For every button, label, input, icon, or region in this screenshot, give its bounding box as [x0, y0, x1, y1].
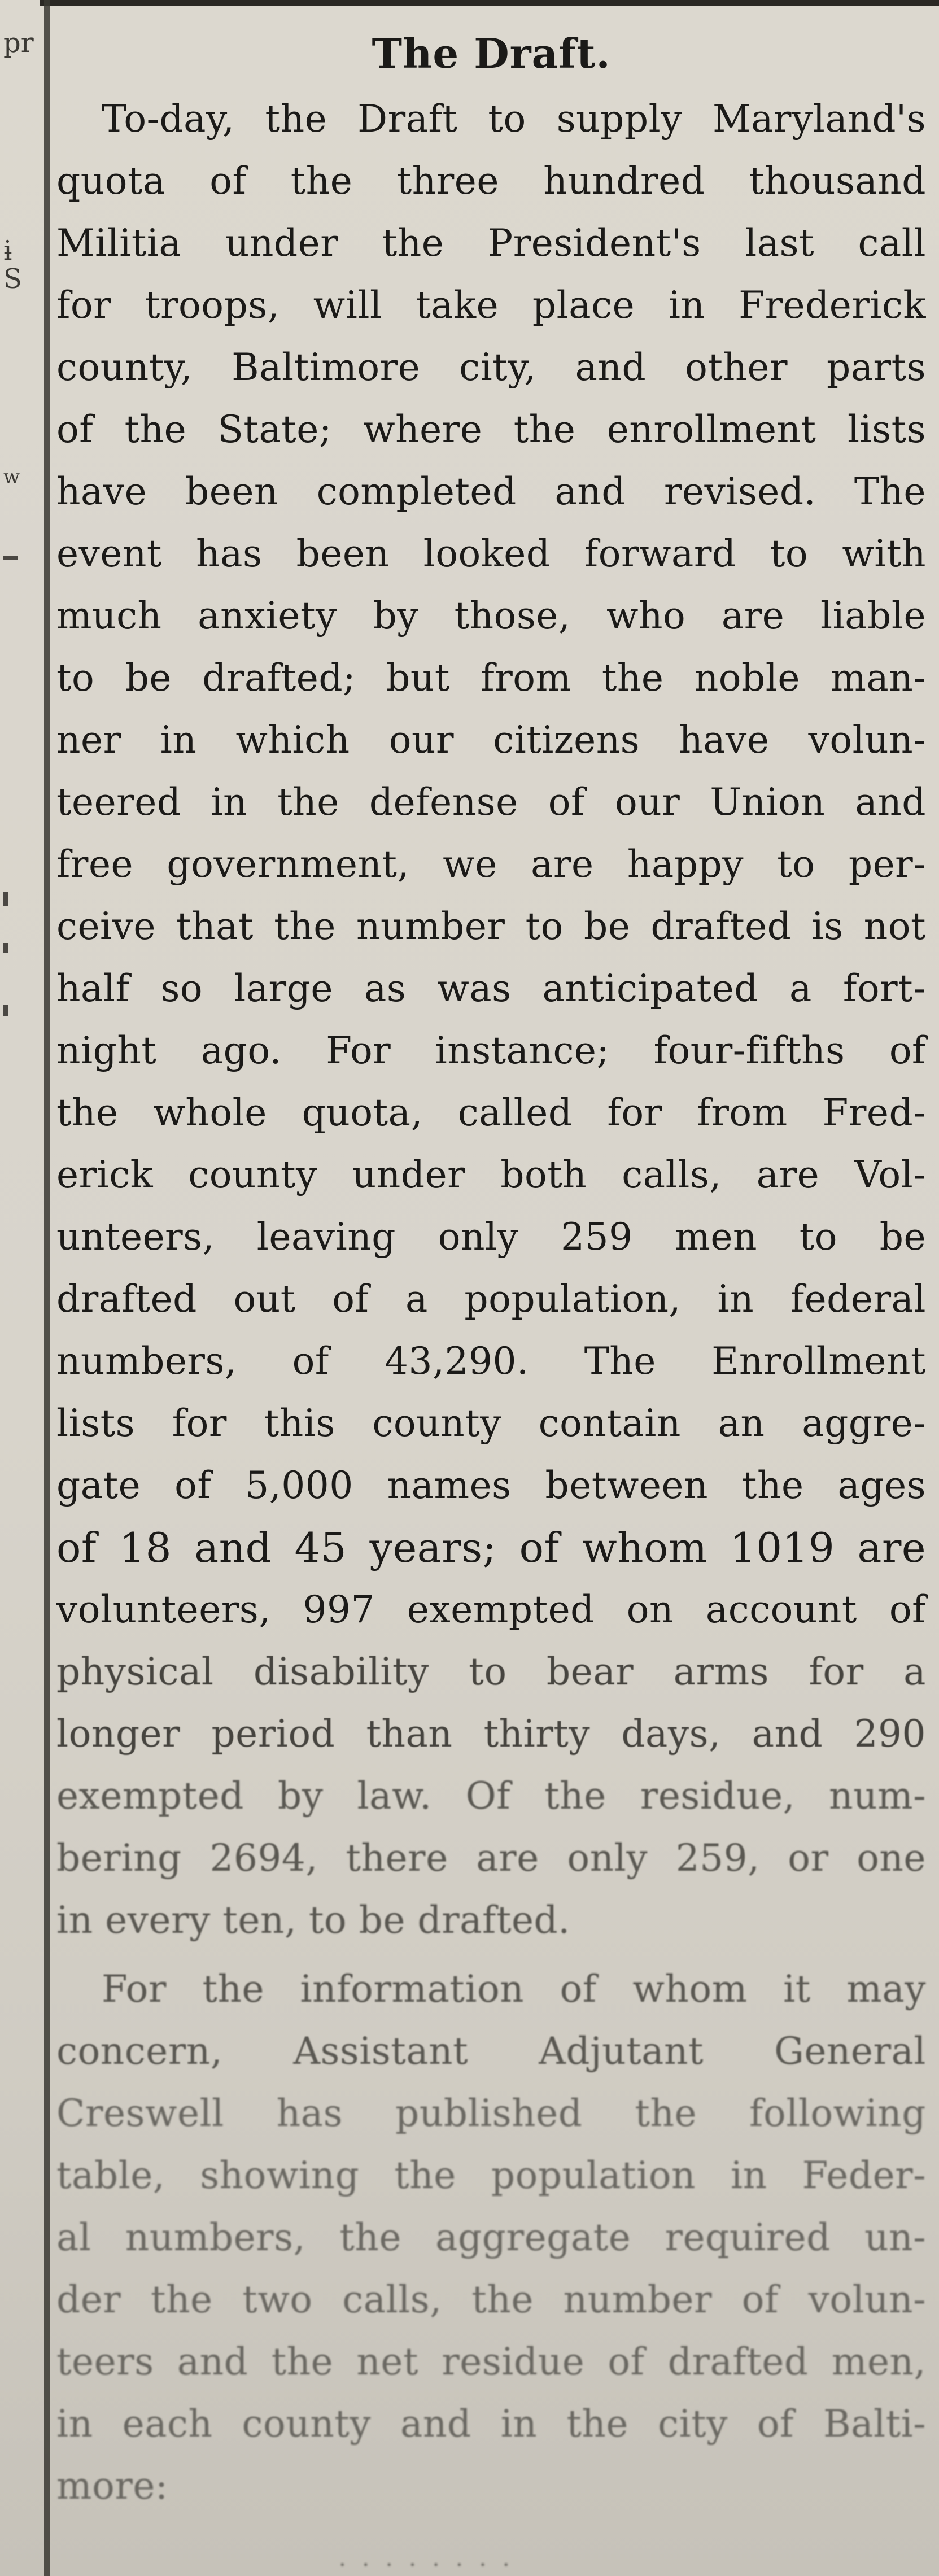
text-line: free government, we are happy to per-	[56, 842, 926, 886]
text-line: have been completed and revised. The	[56, 470, 926, 513]
text-line: in each county and in the city of Balti-	[56, 2402, 926, 2446]
text-line: half so large as was anticipated a fort-	[56, 967, 926, 1010]
margin-mark	[3, 892, 8, 906]
text-line: teered in the defense of our Union and	[56, 780, 926, 824]
text-line: county, Baltimore city, and other parts	[56, 346, 926, 389]
text-line: bering 2694, there are only 259, or one	[56, 1836, 926, 1880]
text-line: lists for this county contain an aggre-	[56, 1401, 926, 1445]
paragraph-2	[56, 1958, 926, 2517]
article-title: The Draft.	[372, 29, 611, 77]
text-line: concern, Assistant Adjutant General	[56, 2029, 926, 2073]
text-line: volunteers, 997 exempted on account of	[56, 1588, 926, 1631]
text-line: gate of 5,000 names between the ages	[56, 1464, 926, 1507]
margin-fragment: ɨ	[3, 235, 12, 267]
text-line: teers and the net residue of drafted men,	[56, 2340, 926, 2383]
text-line: al numbers, the aggregate required un-	[56, 2216, 926, 2259]
adjacent-column-fragments	[0, 0, 40, 2576]
next-line-fragment: · · · · · · · ·	[339, 2552, 514, 2576]
text-line: unteers, leaving only 259 men to be	[56, 1215, 926, 1259]
text-line: in every ten, to be drafted.	[56, 1898, 570, 1942]
text-line: table, showing the population in Feder-	[56, 2154, 926, 2197]
text-line: of the State; where the enrollment lists	[56, 408, 926, 451]
margin-fragment: pr	[3, 27, 34, 59]
text-line: Militia under the President's last call	[56, 221, 926, 265]
text-line: for troops, will take place in Frederick	[56, 283, 926, 327]
text-line: much anxiety by those, who are liable	[56, 594, 926, 638]
margin-fragment: S	[3, 263, 22, 295]
text-line: more:	[56, 2464, 168, 2508]
text-line: drafted out of a population, in federal	[56, 1277, 926, 1321]
text-line: ceive that the number to be drafted is not	[56, 905, 926, 948]
text-line: event has been looked forward to with	[56, 532, 926, 575]
top-rule	[40, 0, 939, 6]
text-line: physical disability to bear arms for a	[56, 1650, 926, 1693]
text-line: erick county under both calls, are Vol-	[56, 1153, 926, 1197]
text-line: night ago. For instance; four-fifths of	[56, 1029, 926, 1072]
margin-mark	[3, 943, 8, 953]
article-the-draft	[56, 23, 926, 2517]
text-line: of 18 and 45 years; of whom 1019 are	[56, 1524, 926, 1571]
text-line: longer period than thirty days, and 290	[56, 1712, 926, 1756]
text-line: For the information of whom it may	[102, 1967, 926, 2011]
paragraph-1	[56, 88, 926, 1951]
margin-mark	[3, 1005, 8, 1016]
text-line: To-day, the Draft to supply Maryland's	[102, 97, 926, 141]
text-line: Creswell has published the following	[56, 2092, 926, 2135]
text-line: numbers, of 43,290. The Enrollment	[56, 1339, 926, 1383]
text-line: quota of the three hundred thousand	[56, 159, 926, 203]
text-line: der the two calls, the number of volun-	[56, 2278, 926, 2321]
column-rule	[44, 0, 50, 2576]
margin-fragment: w	[3, 466, 20, 488]
margin-dash	[3, 556, 18, 560]
text-line: the whole quota, called for from Fred-	[56, 1091, 926, 1134]
text-line: exempted by law. Of the residue, num-	[56, 1774, 926, 1818]
text-line: ner in which our citizens have volun-	[56, 718, 926, 762]
text-line: to be drafted; but from the noble man-	[56, 656, 926, 700]
